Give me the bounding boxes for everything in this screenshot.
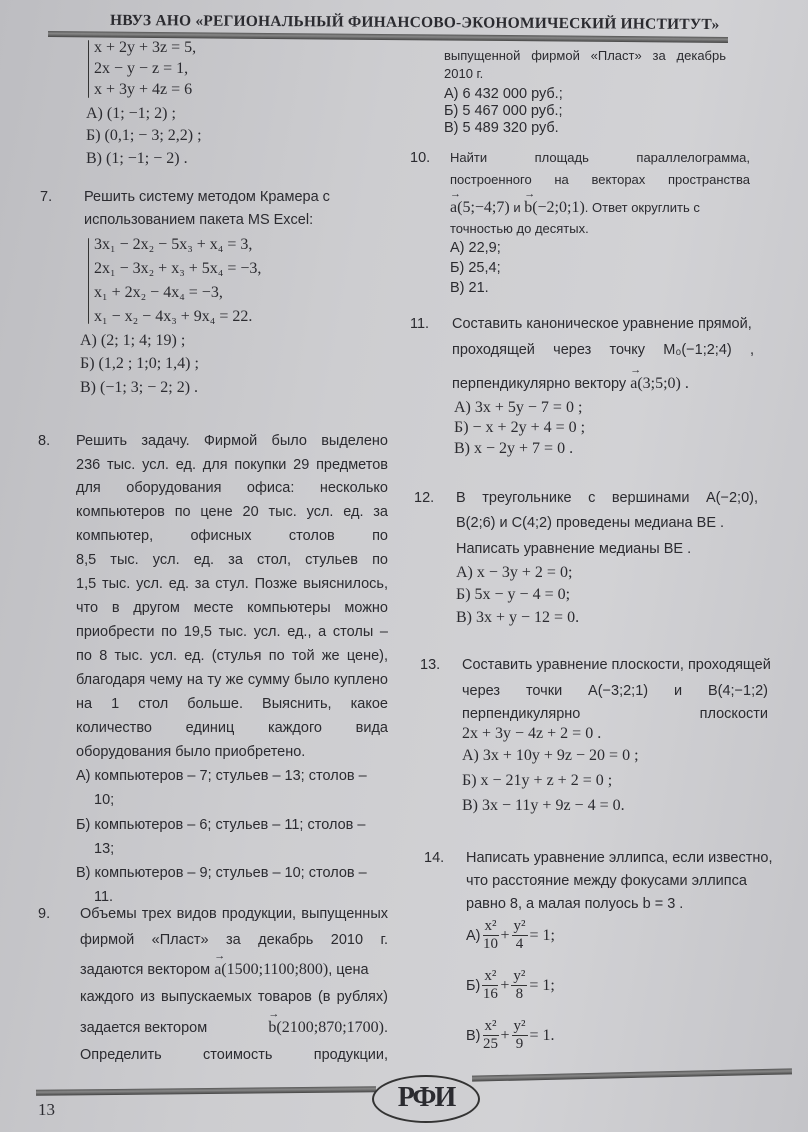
- vector-a: → a: [450, 198, 457, 218]
- vector-coords: (−2;0;1): [532, 199, 585, 216]
- text: , цена: [328, 962, 369, 978]
- denominator: 8: [515, 986, 524, 1002]
- problem-text: выпущенной фирмой «Пласт» за декабрь: [444, 48, 726, 63]
- problem-text: Определить стоимость продукции,: [80, 1047, 388, 1063]
- vector-coords: (3;5;0) .: [637, 375, 689, 392]
- problem-number: 8.: [38, 433, 51, 449]
- plus: +: [500, 976, 510, 994]
- answer-option: А) x − 3y + 2 = 0;: [456, 564, 573, 581]
- footer-rule-right: [472, 1068, 792, 1081]
- problem-text: благодаря чему на ту же сумму было куплено: [76, 672, 388, 688]
- problem-number: 9.: [38, 906, 51, 922]
- problem-text: использованием пакета MS Excel:: [84, 212, 314, 228]
- problem-text: Составить каноническое уравнение прямой,: [452, 316, 752, 332]
- problem-text: 1,5 тыс. усл. ед. за стул. Позже выяснилось,: [76, 576, 388, 592]
- answer-option: Б) 5x − y − 4 = 0;: [456, 586, 571, 603]
- equals: = 1.: [529, 1026, 555, 1044]
- answer-option: А) компьютеров – 7; стульев – 13; столов –: [76, 768, 367, 784]
- answer-option: В) 3x + y − 12 = 0.: [456, 609, 580, 626]
- answer-option: Б) − x + 2y + 4 = 0 ;: [454, 419, 586, 436]
- answer-option: Б) компьютеров – 6; стульев – 11; столов –: [76, 817, 366, 833]
- institute-logo: РФИ: [372, 1075, 480, 1123]
- text: . Ответ округлить с: [584, 200, 700, 215]
- problem-text: Написать уравнение медианы BE .: [456, 541, 692, 557]
- answer-option: В) (−1; 3; − 2; 2) .: [80, 379, 199, 396]
- problem-text: Найти площадь параллелограмма,: [450, 150, 750, 165]
- equation: x₁ + 2x₂ − 4x₄ = −3,: [94, 284, 223, 301]
- option-label: А): [466, 927, 481, 944]
- problem-number: 10.: [410, 150, 431, 166]
- text: задается вектором: [80, 1020, 208, 1036]
- problem-text: количество единиц каждого вида: [76, 720, 388, 736]
- problem-text: [452, 374, 689, 394]
- problem-text: точностью до десятых.: [450, 221, 589, 236]
- vector-a: → a: [214, 960, 221, 980]
- option-label: В): [466, 1027, 481, 1044]
- fraction: [512, 918, 528, 953]
- vector-b: → b: [524, 198, 532, 218]
- answer-option: А) (1; −1; 2) ;: [86, 105, 176, 122]
- problem-text: по 8 тыс. усл. ед. (стулья по той же цене),: [76, 648, 388, 664]
- problem-number: 7.: [40, 189, 53, 205]
- answer-option: В) x − 2y + 7 = 0 .: [454, 440, 574, 457]
- problem-text: что расстояние между фокусами эллипса: [466, 873, 747, 889]
- equation: 2x + 3y − 4z + 2 = 0 .: [462, 725, 602, 742]
- problem-text: [450, 198, 700, 218]
- fraction: [482, 968, 498, 1003]
- answer-option: [466, 968, 555, 1003]
- system-brace: [88, 40, 89, 98]
- answer-option: А) (2; 1; 4; 19) ;: [80, 332, 186, 349]
- problem-text: приобрести по 19,5 тыс. усл. ед., а столы –: [76, 624, 388, 640]
- problem-text: на 1 стол больше. Выяснить, какое: [76, 696, 388, 712]
- equation: x₁ − x₂ − 4x₃ + 9x₄ = 22.: [94, 308, 253, 325]
- numerator: x²: [484, 1018, 497, 1034]
- answer-option: Б) x − 21y + z + 2 = 0 ;: [462, 772, 613, 789]
- numerator: x²: [484, 968, 497, 984]
- problem-number: 13.: [420, 657, 441, 673]
- vector-coords: (2100;870;1700): [276, 1019, 384, 1036]
- equation: x + 3y + 4z = 6: [94, 81, 193, 98]
- problem-text: для оборудования офиса: несколько: [76, 480, 388, 496]
- equation: 3x₁ − 2x₂ − 5x₃ + x₄ = 3,: [94, 236, 253, 253]
- answer-option-continued: 11.: [94, 889, 114, 905]
- denominator: 10: [483, 936, 498, 952]
- problem-text: что в другом месте компьютеры можно: [76, 600, 388, 616]
- vector-a: → a: [630, 374, 637, 394]
- answer-option-continued: 10;: [94, 792, 115, 808]
- problem-text: [80, 1018, 388, 1038]
- vector-coords: (1500;1100;800): [221, 961, 329, 978]
- problem-text: 236 тыс. усл. ед. для покупки 29 предметов: [76, 457, 388, 473]
- problem-text: проходящей через точку M₀(−1;2;4) ,: [452, 342, 754, 358]
- answer-option: Б) 25,4;: [450, 260, 501, 276]
- equation: 2x − y − z = 1,: [94, 60, 189, 77]
- text: перпендикулярно вектору: [452, 376, 627, 392]
- problem-text: [80, 960, 369, 980]
- problem-text: B(2;6) и C(4;2) проведены медиана BE .: [456, 515, 725, 531]
- answer-option: [466, 1018, 555, 1053]
- text: и: [513, 200, 521, 215]
- fraction: [483, 918, 499, 953]
- answer-option: В) 5 489 320 руб.: [444, 120, 559, 136]
- answer-option: А) 6 432 000 руб.;: [444, 86, 563, 102]
- fraction: [512, 1018, 528, 1053]
- page-number: 13: [38, 1100, 55, 1119]
- fraction: [511, 968, 527, 1003]
- vector-coords: (5;−4;7): [457, 199, 510, 216]
- equals: = 1;: [529, 926, 555, 944]
- answer-option: Б) (0,1; − 3; 2,2) ;: [86, 127, 202, 144]
- numerator: x²: [484, 918, 497, 934]
- answer-option-continued: 13;: [94, 841, 115, 857]
- running-header: НВУЗ АНО «РЕГИОНАЛЬНЫЙ ФИНАНСОВО-ЭКОНОМИЧЕСКИЙ ИНСТИТУТ»: [109, 11, 720, 34]
- answer-option: А) 22,9;: [450, 240, 501, 256]
- fraction: [483, 1018, 499, 1053]
- denominator: 9: [515, 1036, 524, 1052]
- numerator: y²: [513, 918, 526, 934]
- answer-option: В) компьютеров – 9; стульев – 10; столов –: [76, 865, 367, 881]
- problem-text: перпендикулярно плоскости: [462, 706, 768, 722]
- answer-option: А) 3x + 5y − 7 = 0 ;: [454, 399, 583, 416]
- problem-text: 2010 г.: [444, 66, 484, 81]
- text: задаются вектором: [80, 962, 211, 978]
- problem-text: Объемы трех видов продукции, выпущенных: [80, 906, 388, 922]
- numerator: y²: [513, 968, 526, 984]
- problem-text: фирмой «Пласт» за декабрь 2010 г.: [80, 932, 388, 948]
- plus: +: [500, 926, 510, 944]
- problem-number: 12.: [414, 490, 435, 506]
- equation: 2x₁ − 3x₂ + x₃ + 5x₄ = −3,: [94, 260, 262, 277]
- answer-option: В) (1; −1; − 2) .: [86, 150, 188, 167]
- equals: = 1;: [529, 976, 555, 994]
- denominator: 16: [482, 986, 498, 1002]
- equation: x + 2y + 3z = 5,: [94, 39, 197, 56]
- problem-text: Решить систему методом Крамера с: [84, 189, 330, 205]
- plus: +: [500, 1026, 510, 1044]
- answer-option: В) 3x − 11y + 9z − 4 = 0.: [462, 797, 625, 814]
- footer-rule-left: [36, 1086, 376, 1096]
- problem-number: 14.: [424, 850, 445, 866]
- problem-text: равно 8, а малая полуось b = 3 .: [466, 896, 684, 912]
- problem-text: В треугольнике с вершинами A(−2;0),: [456, 490, 758, 506]
- problem-text: через точки A(−3;2;1) и B(4;−1;2): [462, 683, 768, 699]
- problem-text: каждого из выпускаемых товаров (в рублях): [80, 989, 388, 1005]
- problem-text: Составить уравнение плоскости, проходящей: [462, 657, 771, 673]
- answer-option: Б) 5 467 000 руб.;: [444, 103, 563, 119]
- problem-text: Решить задачу. Фирмой было выделено: [76, 433, 388, 449]
- problem-number: 11.: [410, 316, 430, 332]
- problem-text: компьютер, офисных столов по: [76, 528, 388, 544]
- problem-text: Написать уравнение эллипса, если известно,: [466, 850, 773, 866]
- denominator: 25: [483, 1036, 498, 1052]
- option-label: Б): [466, 977, 481, 994]
- system-brace: [88, 238, 89, 324]
- answer-option: В) 21.: [450, 280, 489, 296]
- answer-option: А) 3x + 10y + 9z − 20 = 0 ;: [462, 747, 639, 764]
- problem-text: оборудования было приобретено.: [76, 744, 306, 760]
- vector-b: → b: [268, 1018, 276, 1038]
- problem-text: 8,5 тыс. усл. ед. за стол, стульев по: [76, 552, 388, 568]
- problem-text: построенного на векторах пространства: [450, 172, 750, 187]
- denominator: 4: [515, 936, 524, 952]
- text: .: [383, 1020, 388, 1036]
- problem-text: компьютеров по цене 20 тыс. усл. ед. за: [76, 504, 388, 520]
- answer-option: [466, 918, 555, 953]
- answer-option: Б) (1,2 ; 1;0; 1,4) ;: [80, 355, 199, 372]
- numerator: y²: [513, 1018, 526, 1034]
